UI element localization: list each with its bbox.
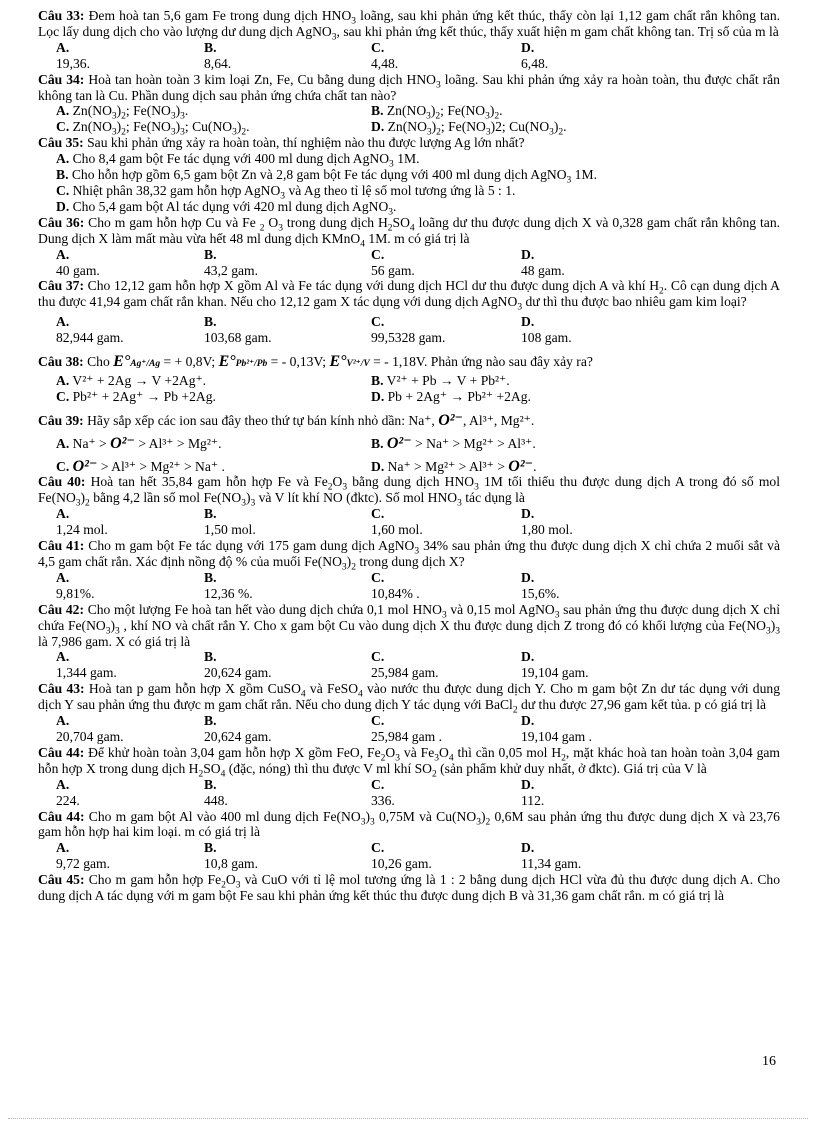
- question-44-second: Câu 44: Cho m gam bột Al vào 400 ml dung dịch $Fe(NO_3)_3$ 0,75M và $Cu(NO_3)_2$ 0,6M sau phản ứng thu được dung dịch X và 23,76 gam hỗn hợp hai kim loại. m có giá trị là: [38, 808, 780, 840]
- answer-row: [38, 40, 780, 72]
- option-c: C. 336.: [371, 776, 395, 808]
- answer-row: [38, 389, 780, 405]
- answer-row: [38, 649, 780, 681]
- answer-row: [38, 840, 780, 872]
- answer-row: [38, 436, 780, 452]
- option-c: C. Nhiệt phân 38,32 gam hỗn hợp AgNO$_3$ và Ag theo tỉ lệ số mol tương ứng là 5 : 1.: [56, 182, 516, 202]
- option-b: B. 20,624 gam.: [204, 649, 272, 681]
- option-a: A. 82,944 gam.: [56, 314, 124, 346]
- option-a: A. 1,344 gam.: [56, 649, 117, 681]
- answer-row: [38, 373, 780, 389]
- option-c: C. 99,5328 gam.: [371, 314, 446, 346]
- option-d: D. Pb + 2Ag⁺ → Pb²⁺ +2Ag.: [371, 388, 531, 404]
- question-33: Câu 33: Đem hoà tan 5,6 gam Fe trong dung dịch $HNO_3$ loãng, sau khi phản ứng kết thúc, thấy còn lại 1,12 gam chất rắn không tan. Lọc lấy dung dịch cho vào lượng dư dung dịch AgNO$_3$, sau khi phản ứng kết thúc, thấy xuất hiện m gam chất không tan. Trị số của m là: [38, 8, 781, 43]
- option-b: B. $Zn(NO_3)_2$; $Fe(NO_3)_2$.: [371, 103, 503, 123]
- question-34: Câu 34: Hoà tan hoàn toàn 3 kim loại Zn, Fe, Cu bằng dung dịch $HNO_3$ loãng. Sau khi phản ứng xảy ra hoàn toàn, thu được chất rắn không tan là Cu. Phần dung dịch sau phản ứng chứa chất tan nào?: [38, 71, 780, 103]
- document-body: [38, 8, 780, 904]
- question-37: Câu 37: Cho 12,12 gam hỗn hợp X gồm Al và Fe tác dụng với dung dịch HCl dư thu được dung dịch A và khí $H_2$. Cô cạn dung dịch A thu được 41,94 gam chất rắn khan. Nếu cho 12,12 gam X tác dụng với dung dịch AgNO$_3$ dư thì thu được bao nhiêu gam kim loại?: [38, 278, 780, 314]
- option-d: D. 6,48.: [521, 39, 549, 71]
- answer-row: [38, 103, 780, 123]
- option-c: C. $Zn(NO_3)_2$; $Fe(NO_3)_3$; $Cu(NO_3)_2$.: [56, 119, 250, 139]
- option-c: C. 56 gam.: [371, 246, 415, 278]
- option-d: D. 15,6%.: [521, 569, 560, 601]
- answer-row: [38, 713, 780, 745]
- option-c: C. 4,48.: [371, 39, 399, 71]
- option-d: D. 1,80 mol.: [521, 506, 573, 538]
- question-36: Câu 36: Cho m gam hỗn hợp Cu và Fe $_2$ $O_3$ trong dung dịch $H_2SO_4$ loãng dư thu được dung dịch X và 0,328 gam chất rắn không tan. Dung dịch X làm mất màu vừa hết 48 ml dung dịch KMnO$_4$ 1M. m có giá trị là: [38, 214, 781, 250]
- option-b: B. Cho hỗn hợp gồm 6,5 gam bột Zn và 2,8 gam bột Fe tác dụng với 400 ml dung dịch AgNO$_3$ 1M.: [56, 167, 597, 186]
- option-c: C. 10,26 gam.: [371, 840, 432, 872]
- answer-row: [38, 777, 780, 809]
- option-a: A. 19,36.: [56, 39, 90, 71]
- question-38: Câu 38: Cho E°Ag⁺/Ag = + 0,8V; E°Pb²⁺/Pb = - 0,13V; E°V²⁺/V = - 1,18V. Phản ứng nào sau đây xảy ra?: [38, 353, 593, 371]
- option-a: A. 9,81%.: [56, 569, 95, 601]
- option-a: A. Cho 8,4 gam bột Fe tác dụng với 400 ml dung dịch AgNO$_3$ 1M.: [56, 151, 420, 170]
- option-d: D. 48 gam.: [521, 246, 565, 278]
- option-c: C. 1,60 mol.: [371, 506, 423, 538]
- option-b: B. 1,50 mol.: [204, 506, 256, 538]
- option-a: A. Na⁺ > O²⁻ > Al³⁺ > Mg²⁺.: [56, 434, 222, 452]
- answer-row: [38, 459, 780, 475]
- option-b: B. 12,36 %.: [204, 569, 253, 601]
- answer-row: [38, 247, 780, 279]
- question-44-first: Câu 44: Để khử hoàn toàn 3,04 gam hỗn hợp X gồm FeO, $Fe_2O_3$ và $Fe_3O_4$ thì cần 0,05 mol $H_2$, mặt khác hoà tan hoàn toàn 3,04 gam hỗn hợp X trong dung dịch $H_2SO_4$ (đặc, nóng) thì thu được V ml khí $SO_2$ (sản phẩm khử duy nhất, ở đktc). Giá trị của V là: [38, 744, 780, 780]
- option-b: B. 8,64.: [204, 39, 232, 71]
- answer-row: [38, 119, 780, 139]
- question-40: Câu 40: Hoà tan hết 35,84 gam hỗn hợp Fe và $Fe_2O_3$ bằng dung dịch $HNO_3$ 1M tối thiểu thu được dung dịch A trong đó số mol $Fe(NO_3)_2$ bằng 4,2 lần số mol $Fe(NO_3)_3$ và V lít khí NO (đktc). Số mol $HNO_3$ tác dụng là: [38, 474, 780, 510]
- option-a: A. V²⁺ + 2Ag → V +2Ag⁺.: [56, 372, 207, 388]
- option-b: B. 448.: [204, 776, 228, 808]
- option-d: D. Na⁺ > Mg²⁺ > Al³⁺ > O²⁻.: [371, 457, 537, 475]
- option-d: D. 19,104 gam.: [521, 649, 589, 681]
- page-bottom-divider: [8, 1118, 808, 1119]
- option-d: D. 19,104 gam .: [521, 713, 592, 744]
- answer-row: [38, 314, 780, 346]
- option-b: B. 20,624 gam.: [204, 713, 272, 744]
- option-c: C. 10,84% .: [371, 569, 420, 601]
- option-a: A. 1,24 mol.: [56, 506, 108, 538]
- option-a: A. 224.: [56, 776, 80, 808]
- question-number: Câu 33:: [38, 8, 85, 23]
- option-a: A. 40 gam.: [56, 246, 100, 278]
- option-b: B. 43,2 gam.: [204, 246, 258, 278]
- option-b: B. V²⁺ + Pb → V + Pb²⁺.: [371, 372, 510, 388]
- option-d: D. 112.: [521, 776, 545, 808]
- page-number: 16: [762, 1054, 776, 1069]
- option-d: D. $Zn(NO_3)_2$; $Fe(NO_3)2$; $Cu(NO_3)_2$.: [371, 119, 567, 139]
- option-c: C. 25,984 gam.: [371, 649, 439, 681]
- answer-row: [38, 506, 780, 538]
- potential-symbol: E°: [113, 353, 131, 371]
- option-a: A. $Zn(NO_3)_2$; $Fe(NO_3)_3$.: [56, 103, 189, 123]
- option-d: D. 11,34 gam.: [521, 840, 582, 872]
- question-42: Câu 42: Cho một lượng Fe hoà tan hết vào dung dịch chứa 0,1 mol $HNO_3$ và 0,15 mol AgNO$_3$ sau phản ứng thu được dung dịch X chỉ chứa $Fe(NO_3)_3$ , khí NO và chất rắn Y. Cho x gam bột Cu vào dung dịch X thu được dung dịch Z trong đó có khối lượng của $Fe(NO_3)_3$ là 7,986 gam. X có giá trị là: [38, 601, 781, 649]
- question-45: Câu 45: Cho m gam hỗn hợp $Fe_2O_3$ và CuO với tỉ lệ mol tương ứng là 1 : 2 bằng dung dịch HCl vừa đủ thu được dung dịch A. Cho dung dịch A tác dụng với m gam bột Fe sau khi phản ứng kết thúc thu được dung dịch B và 31,36 gam chất rắn. m có giá trị là: [38, 872, 781, 904]
- option-c: C. Pb²⁺ + 2Ag⁺ → Pb +2Ag.: [56, 388, 216, 404]
- answer-row: [38, 570, 780, 602]
- option-a: A. 20,704 gam.: [56, 713, 124, 744]
- option-a: A. 9,72 gam.: [56, 840, 110, 872]
- option-c: C. 25,984 gam .: [371, 713, 442, 744]
- question-39: Câu 39: Hãy sắp xếp các ion sau đây theo thứ tự bán kính nhỏ dần: Na⁺, O²⁻, Al³⁺, Mg²⁺.: [38, 411, 535, 429]
- option-d: D. 108 gam.: [521, 314, 572, 346]
- option-b: B. 103,68 gam.: [204, 314, 272, 346]
- option-d: D. Cho 5,4 gam bột Al tác dụng với 420 ml dung dịch AgNO$_3$.: [56, 198, 397, 218]
- question-43: Câu 43: Hoà tan p gam hỗn hợp X gồm CuSO$_4$ và FeSO$_4$ vào nước thu được dung dịch Y. Cho m gam bột Zn dư tác dụng với dung dịch Y sau phản ứng thu được m gam chất rắn. Nếu cho dung dịch Y tác dụng với BaCl$_2$ dư thu được 27,96 gam kết tủa. p có giá trị là: [38, 681, 780, 716]
- question-35: Câu 35: Sau khi phản ứng xảy ra hoàn toàn, thí nghiệm nào thu được lượng Ag lớn nhất?: [38, 135, 525, 151]
- option-b: B. O²⁻ > Na⁺ > Mg²⁺ > Al³⁺.: [371, 434, 536, 452]
- option-b: B. 10,8 gam.: [204, 840, 258, 872]
- question-41: Câu 41: Cho m gam bột Fe tác dụng với 175 gam dung dịch AgNO$_3$ 34% sau phản ứng thu được dung dịch X chỉ chứa 2 muối sắt và 4,5 gam chất rắn. Xác định nồng độ % của muối $Fe(NO_3)_2$ trong dung dịch X?: [38, 538, 780, 573]
- option-c: C. O²⁻ > Al³⁺ > Mg²⁺ > Na⁺ .: [56, 457, 225, 475]
